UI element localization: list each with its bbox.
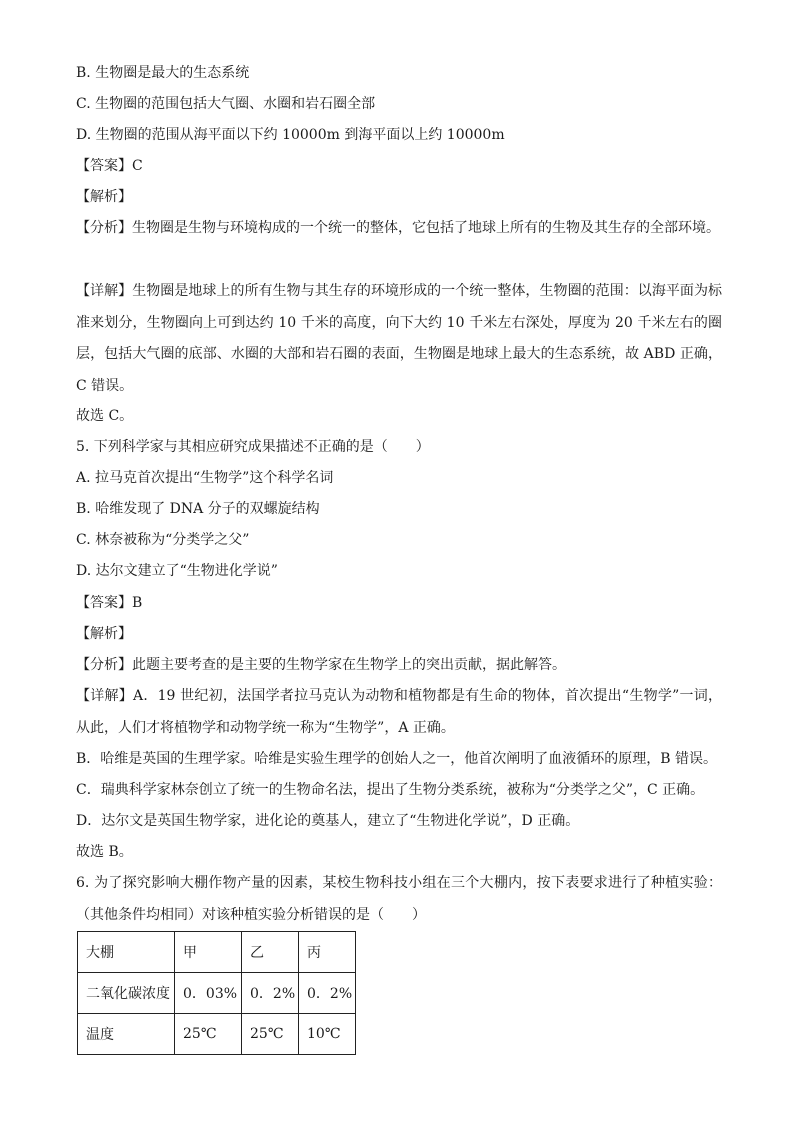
q4-xiangjie <box>76 276 722 402</box>
table-cell: 0．03% <box>175 973 242 1014</box>
fenxi-tag: 【分析】 <box>76 657 132 673</box>
table-cell: 25℃ <box>175 1014 242 1055</box>
answer-tag: 【答案】 <box>76 158 132 174</box>
table-cell: 乙 <box>242 932 299 973</box>
fenxi-text: 生物圈是生物与环境构成的一个统一的整体，它包括了地球上所有的生物及其生存的全部环境。 <box>132 220 720 236</box>
q5-option-a: A. 拉马克首次提出“生物学”这个科学名词 <box>76 470 334 486</box>
q5-analysis-heading <box>76 624 720 644</box>
table-cell: 0．2% <box>242 973 299 1014</box>
q5-stem: 5. 下列科学家与其相应研究成果描述不正确的是（ ） <box>76 439 430 455</box>
q5-option-d: D. 达尔文建立了“生物进化学说” <box>76 563 278 579</box>
analysis-tag: 【解析】 <box>76 189 132 205</box>
fenxi-tag: 【分析】 <box>76 220 132 236</box>
q5-line-d: D．达尔文是英国生物学家，进化论的奠基人，建立了“生物进化学说”，D 正确。 <box>76 813 580 829</box>
table-cell: 大棚 <box>78 932 175 973</box>
q4-fenxi <box>76 213 722 245</box>
xiangjie-text: 生物圈是地球上的所有生物与其生存的环境形成的一个统一整体，生物圈的范围：以海平面为标准来划分，生物圈向上可到达约 10 千米的高度，向下大约 10 千米左右深处，厚度为 20 千米左右的圈层，包括大气圈的底部、水圈的大部和岩石圈的表面，生物圈是地球上最大的生态系统，故 ABD 正确，C 错误。 <box>76 283 723 394</box>
q5-xiangjie <box>76 681 722 744</box>
q6-table <box>77 931 356 1055</box>
table-cell: 0．2% <box>299 973 356 1014</box>
q4-analysis-heading <box>76 187 720 207</box>
table-cell: 丙 <box>299 932 356 973</box>
table-cell: 甲 <box>175 932 242 973</box>
q5-fenxi <box>76 655 720 675</box>
table-cell: 10℃ <box>299 1014 356 1055</box>
fenxi-text: 此题主要考查的是主要的生物学家在生物学上的突出贡献，据此解答。 <box>132 657 566 673</box>
q4-conclusion: 故选 C。 <box>76 408 134 424</box>
q5-option-c: C. 林奈被称为“分类学之父” <box>76 532 250 548</box>
q4-option-b: B. 生物圈是最大的生态系统 <box>76 65 250 81</box>
analysis-tag: 【解析】 <box>76 626 132 642</box>
q6-stem: 6. 为了探究影响大棚作物产量的因素，某校生物科技小组在三个大棚内，按下表要求进行了种植实验：（其他条件均相同）对该种植实验分析错误的是（ ） <box>76 875 722 923</box>
table-cell: 二氧化碳浓度 <box>78 973 175 1014</box>
table-row <box>78 932 356 973</box>
answer-tag: 【答案】 <box>76 595 132 611</box>
q4-option-d: D. 生物圈的范围从海平面以下约 10000m 到海平面以上约 10000m <box>76 127 505 143</box>
q4-answer <box>76 156 720 176</box>
table-cell: 温度 <box>78 1014 175 1055</box>
xiangjie-tag: 【详解】 <box>76 688 134 704</box>
answer-value: B <box>132 595 143 611</box>
table-cell: 25℃ <box>242 1014 299 1055</box>
xiangjie-a: A．19 世纪初，法国学者拉马克认为动物和植物都是有生命的物体，首次提出“生物学”一词，从此，人们才将植物学和动物学统一称为“生物学”，A 正确。 <box>76 688 723 736</box>
q5-line-c: C．瑞典科学家林奈创立了统一的生物命名法，提出了生物分类系统，被称为“分类学之父”，C 正确。 <box>76 782 705 798</box>
table-row <box>78 973 356 1014</box>
q4-option-c: C. 生物圈的范围包括大气圈、水圈和岩石圈全部 <box>76 96 376 112</box>
q5-option-b: B. 哈维发现了 DNA 分子的双螺旋结构 <box>76 501 320 517</box>
answer-value: C <box>132 158 143 174</box>
q5-line-b: B．哈维是英国的生理学家。哈维是实验生理学的创始人之一，他首次阐明了血液循环的原理，B 错误。 <box>76 751 718 767</box>
q5-answer <box>76 593 720 613</box>
q5-conclusion: 故选 B。 <box>76 844 133 860</box>
table-row <box>78 1014 356 1055</box>
xiangjie-tag: 【详解】 <box>76 283 133 299</box>
